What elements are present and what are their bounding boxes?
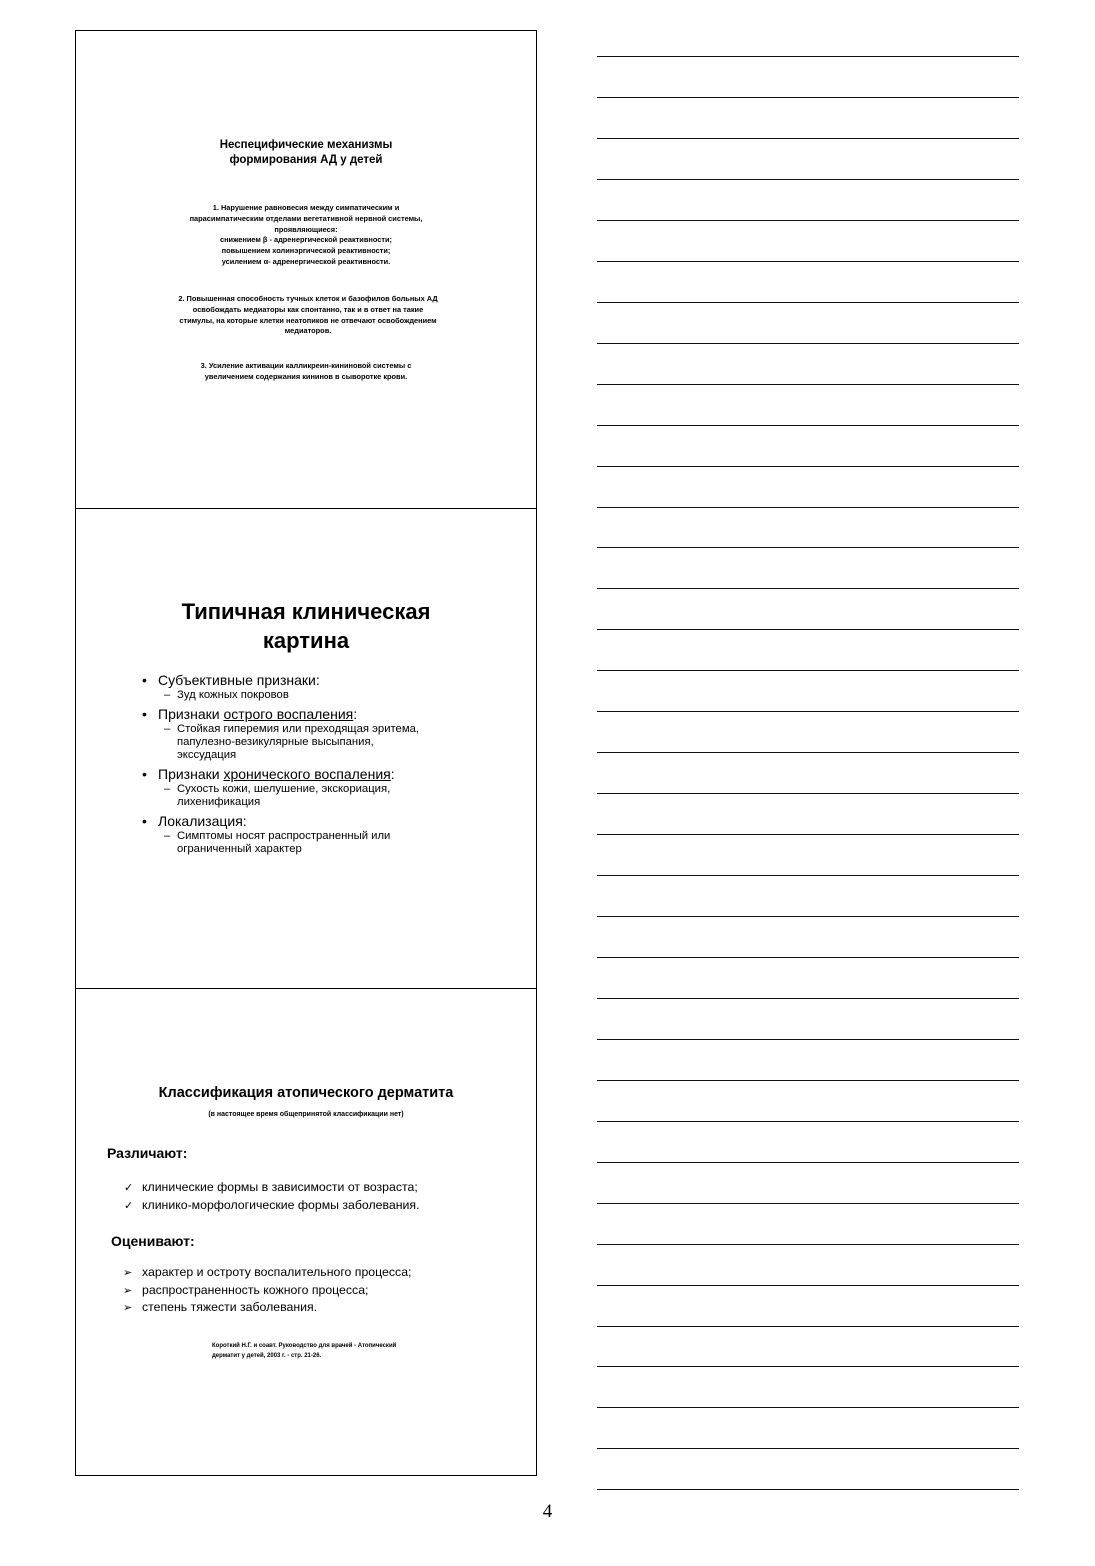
slide-1-title-line: формирования АД у детей bbox=[229, 154, 383, 166]
sub-list bbox=[164, 723, 522, 762]
note-line bbox=[597, 588, 1019, 589]
note-line bbox=[597, 1489, 1019, 1490]
text-line: медиаторов. bbox=[284, 326, 332, 336]
slide-2-title-line: картина bbox=[262, 628, 350, 653]
sub-list bbox=[164, 783, 522, 809]
bullet-text: Признаки bbox=[158, 766, 224, 782]
slide-2 bbox=[76, 509, 536, 989]
slide-2-title-line: Типичная клиническая bbox=[181, 599, 431, 624]
text-line: 1. Нарушение равновесия между симпатическим и bbox=[212, 203, 400, 212]
check-list bbox=[122, 1179, 419, 1214]
note-line bbox=[597, 875, 1019, 876]
bullet-text: : bbox=[390, 766, 395, 782]
slide-1-title bbox=[76, 138, 536, 168]
slide-3 bbox=[76, 989, 536, 1475]
text-line: Короткий Н.Г. и соавт. Руководство для врачей - Атопический bbox=[212, 1343, 397, 1349]
text-line: парасимпатическим отделами вегетативной нервной системы, bbox=[189, 213, 423, 223]
text-line: лихенификация bbox=[177, 796, 261, 808]
arrow-item: ➢ распространенность кожного процесса; bbox=[122, 1282, 411, 1300]
sub-item bbox=[164, 783, 522, 809]
sub-item bbox=[164, 723, 522, 762]
note-line bbox=[597, 56, 1019, 57]
note-line bbox=[597, 1244, 1019, 1245]
text-line: освобождать медиаторы как спонтанно, так и в ответ на такие bbox=[192, 304, 424, 314]
note-line bbox=[597, 97, 1019, 98]
sub-item: – Зуд кожных покровов bbox=[164, 689, 522, 702]
slide-1-item-3 bbox=[106, 361, 506, 383]
bullet-item bbox=[142, 766, 522, 809]
note-line bbox=[597, 1080, 1019, 1081]
note-line bbox=[597, 711, 1019, 712]
note-line bbox=[597, 1039, 1019, 1040]
text-line: усилением α- адренергической реактивности. bbox=[221, 256, 391, 266]
underlined-term: хронического воспаления bbox=[223, 766, 391, 782]
text-line: ограниченный характер bbox=[177, 843, 302, 855]
slide-3-reference bbox=[212, 1341, 482, 1361]
check-item: ✓ клинические формы в зависимости от возраста; bbox=[122, 1179, 419, 1197]
slide-1 bbox=[76, 31, 536, 509]
note-line bbox=[597, 793, 1019, 794]
text-line: снижением β - адренергической реактивности; bbox=[219, 235, 392, 245]
note-line bbox=[597, 1366, 1019, 1367]
note-line bbox=[597, 425, 1019, 426]
arrow-list bbox=[122, 1264, 411, 1317]
note-line bbox=[597, 957, 1019, 958]
note-line bbox=[597, 1326, 1019, 1327]
text-line: – Сухость кожи, шелушение, экскориация, bbox=[177, 783, 391, 795]
note-line bbox=[597, 834, 1019, 835]
text-line: стимулы, на которые клетки неатопиков не отвечают освобождением bbox=[179, 315, 437, 325]
note-line bbox=[597, 629, 1019, 630]
note-line bbox=[597, 752, 1019, 753]
note-line bbox=[597, 1203, 1019, 1204]
note-line bbox=[597, 138, 1019, 139]
note-line bbox=[597, 1448, 1019, 1449]
note-line bbox=[597, 998, 1019, 999]
sub-list bbox=[164, 689, 522, 702]
text-line: папулезно-везикулярные высыпания, bbox=[177, 736, 374, 748]
arrow-item: ➢ степень тяжести заболевания. bbox=[122, 1299, 411, 1317]
note-line bbox=[597, 507, 1019, 508]
bullet-item bbox=[142, 672, 522, 702]
slide-3-note: (в настоящее время общепринятой классификации нет) bbox=[208, 1111, 404, 1118]
note-line bbox=[597, 1285, 1019, 1286]
note-line bbox=[597, 179, 1019, 180]
note-line bbox=[597, 302, 1019, 303]
text-line: повышением холинэргической реактивности; bbox=[221, 246, 391, 256]
note-line bbox=[597, 916, 1019, 917]
note-line bbox=[597, 261, 1019, 262]
slide-3-title: Классификация атопического дерматита bbox=[158, 1085, 454, 1101]
arrow-item: ➢ характер и остроту воспалительного процесса; bbox=[122, 1264, 411, 1282]
text-line: – Стойкая гиперемия или преходящая эритема, bbox=[177, 723, 420, 735]
note-line bbox=[597, 384, 1019, 385]
note-line bbox=[597, 670, 1019, 671]
notes-lines-area bbox=[597, 0, 1019, 1500]
slide-1-item-2 bbox=[108, 294, 508, 337]
bullet-item bbox=[142, 813, 522, 856]
page-number: 4 bbox=[542, 1501, 553, 1522]
text-line: экссудация bbox=[177, 749, 237, 761]
slide-2-title bbox=[76, 597, 536, 655]
slide-1-title-line: Неспецифические механизмы bbox=[219, 139, 393, 151]
text-line: – Симптомы носят распространенный или bbox=[177, 830, 391, 842]
slide-3-heading: Оценивают: bbox=[111, 1233, 195, 1249]
bullet-text: : bbox=[353, 706, 358, 722]
note-line bbox=[597, 1121, 1019, 1122]
slide-3-heading: Различают: bbox=[107, 1145, 188, 1161]
slide-2-bullet-list bbox=[142, 672, 522, 860]
bullet-item bbox=[142, 706, 522, 762]
note-line bbox=[597, 220, 1019, 221]
check-item: ✓ клинико-морфологические формы заболевания. bbox=[122, 1197, 419, 1215]
sub-list bbox=[164, 830, 522, 856]
slides-column bbox=[75, 30, 537, 1476]
text-line: увеличением содержания кининов в сыворотке крови. bbox=[204, 371, 408, 381]
note-line bbox=[597, 343, 1019, 344]
sub-item bbox=[164, 830, 522, 856]
note-line bbox=[597, 1407, 1019, 1408]
slide-1-item-1 bbox=[106, 203, 506, 268]
note-line bbox=[597, 547, 1019, 548]
text-line: дерматит у детей, 2003 г. - стр. 21-26. bbox=[212, 1353, 322, 1359]
text-line: проявляющиеся: bbox=[274, 224, 338, 234]
note-line bbox=[597, 466, 1019, 467]
text-line: 2. Повышенная способность тучных клеток и базофилов больных АД bbox=[178, 294, 438, 303]
underlined-term: острого воспаления bbox=[223, 706, 354, 722]
bullet-text: Признаки bbox=[158, 706, 224, 722]
note-line bbox=[597, 1162, 1019, 1163]
text-line: 3. Усиление активации калликреин-кининовой системы с bbox=[200, 361, 412, 370]
bullet-text: Субъективные признаки: bbox=[158, 672, 320, 688]
bullet-text: Локализация: bbox=[158, 813, 247, 829]
